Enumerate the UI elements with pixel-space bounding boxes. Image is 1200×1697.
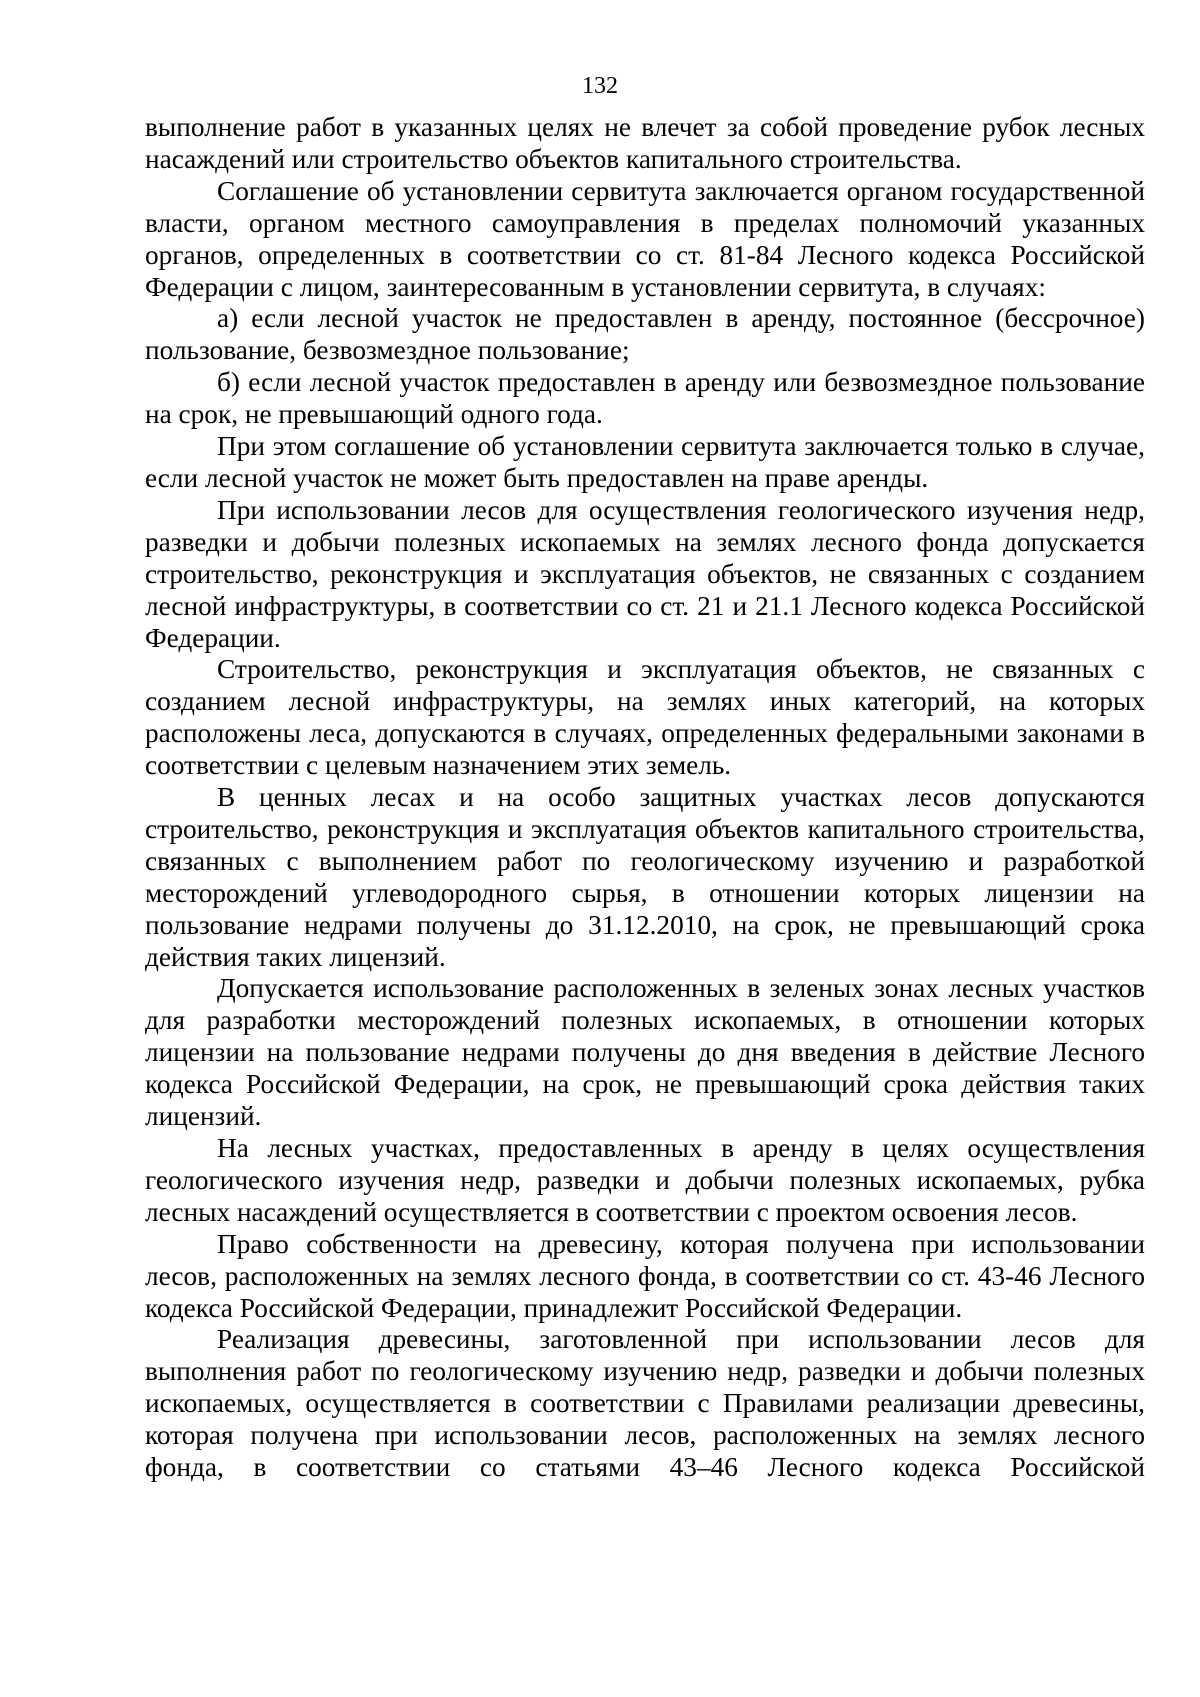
document-body (145, 112, 1145, 1484)
paragraph-case-b: б) если лесной участок предоставлен в аренду или безвозмездное пользование на срок, не превышающий одного года. (145, 367, 1145, 430)
paragraph-other-categories: Строительство, реконструкция и эксплуатация объектов, не связанных с созданием лесной инфраструктуры, на землях иных категорий, на которых расположены леса, допускаются в случаях, определенных федеральными законами в соответствии с целевым назначением этих земель. (145, 654, 1145, 781)
paragraph-case-a: а) если лесной участок не предоставлен в аренду, постоянное (бессрочное) пользование, безвозмездное пользование; (145, 303, 1145, 366)
page-number: 132 (582, 73, 618, 99)
paragraph-timber-sale: Реализация древесины, заготовленной при использовании лесов для выполнения работ по геологическому изучению недр, разведки и добычи полезных ископаемых, осуществляется в соответствии с Правилами реализации древесины, которая получена при использовании лесов, расположенных на землях лесного фонда, в соответствии со статьями 43–46 Лесного кодекса Российской (145, 1324, 1145, 1483)
paragraph-continuation: выполнение работ в указанных целях не влечет за собой проведение рубок лесных насаждений или строительство объектов капитального строительства. (145, 112, 1145, 174)
paragraph-lease-condition: При этом соглашение об установлении сервитута заключается только в случае, если лесной участок не может быть предоставлен на праве аренды. (145, 431, 1145, 493)
paragraph-valuable-forests: В ценных лесах и на особо защитных участках лесов допускаются строительство, реконструкция и эксплуатация объектов капитального строительства, связанных с выполнением работ по геологическому изучению и разработкой месторождений углеводородного сырья, в отношении которых лицензии на пользование недрами получены до 31.12.2010, на срок, не превышающий срока действия таких лицензий. (145, 782, 1145, 972)
paragraph-timber-ownership: Право собственности на древесину, которая получена при использовании лесов, расположенных на землях лесного фонда, в соответствии со ст. 43-46 Лесного кодекса Российской Федерации, принадлежит Российской Федерации. (145, 1228, 1145, 1323)
paragraph-servitude-agreement: Соглашение об установлении сервитута заключается органом государственной власти, органом местного самоуправления в пределах полномочий указанных органов, определенных в соответствии со ст. 81-84 Лесного кодекса Российской Федерации с лицом, заинтересованным в установлении сервитута, в случаях: (145, 175, 1145, 302)
paragraph-green-zones: Допускается использование расположенных в зеленых зонах лесных участков для разработки месторождений полезных ископаемых, в отношении которых лицензии на пользование недрами получены до дня введения в действие Лесного кодекса Российской Федерации, на срок, не превышающий срока действия таких лицензий. (145, 973, 1145, 1132)
paragraph-leased-plots: На лесных участках, предоставленных в аренду в целях осуществления геологического изучения недр, разведки и добычи полезных ископаемых, рубка лесных насаждений осуществляется в соответствии с проектом освоения лесов. (145, 1133, 1145, 1227)
paragraph-geological-use: При использовании лесов для осуществления геологического изучения недр, разведки и добычи полезных ископаемых на землях лесного фонда допускается строительство, реконструкция и эксплуатация объектов, не связанных с созданием лесной инфраструктуры, в соответствии со ст. 21 и 21.1 Лесного кодекса Российской Федерации. (145, 494, 1145, 653)
